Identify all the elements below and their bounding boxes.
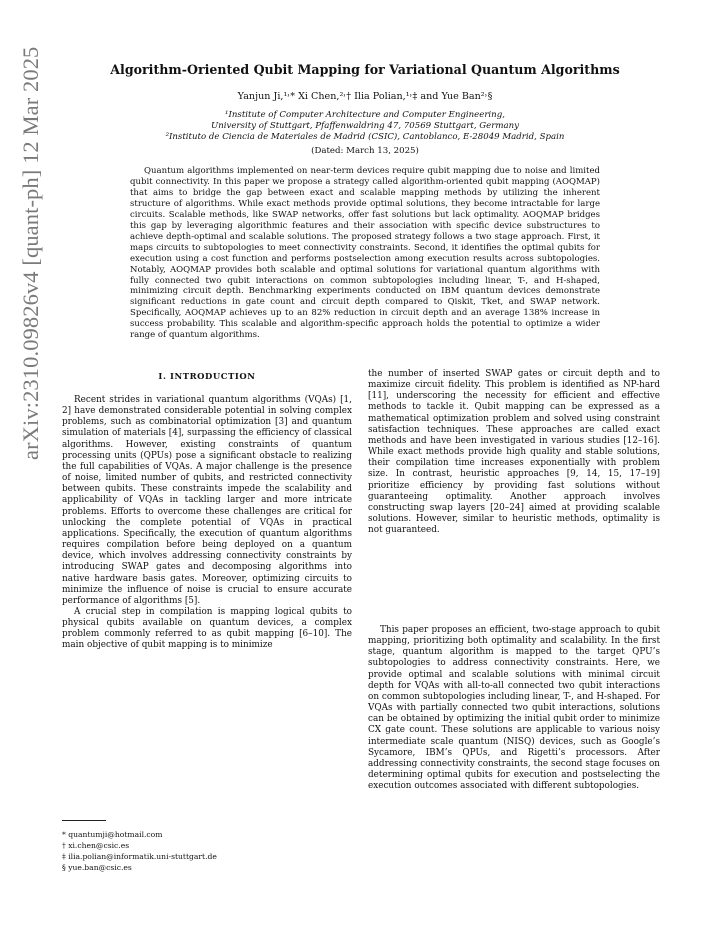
right-column-top xyxy=(368,369,660,536)
affiliation-2: ²Instituto de Ciencia de Materiales de Madrid (CSIC), Cantoblanco, E-28049 Madrid, Spain xyxy=(165,132,565,142)
footnote-email-1: * quantumji@hotmail.com xyxy=(62,830,163,839)
affiliation-1a: ¹Institute of Computer Architecture and Computer Engineering, xyxy=(225,110,505,120)
arxiv-identifier: arXiv:2310.09826v4 [quant-ph] 12 Mar 2025 xyxy=(18,46,43,460)
section-heading-introduction: I. INTRODUCTION xyxy=(158,371,256,381)
footnote-email-3: ‡ ilia.polian@informatik.uni-stuttgart.de xyxy=(62,852,217,862)
left-column xyxy=(62,395,352,652)
right-column-bottom xyxy=(368,625,660,792)
paragraph: the number of inserted SWAP gates or circuit depth and to maximize circuit fidelity. This problem is identified as NP-hard [11], underscoring the necessity for efficient and effective methods to tackle it. Qubit mapping can be expressed as a mathematical optimization problem and solved using constraint satisfaction techniques. These approaches are called exact methods and have been investigated in various studies [12–16]. While exact methods provide high quality and stable solutions, their compilation time increases exponentially with problem size. In contrast, heuristic approaches [9, 14, 15, 17–19] prioritize efficiency by providing fast solutions without guaranteeing optimality. Another approach involves constructing swap layers [20–24] aimed at providing scalable solutions. However, similar to heuristic methods, optimality is not guaranteed. xyxy=(368,369,660,536)
dated-line: (Dated: March 13, 2025) xyxy=(311,146,419,156)
footnotes xyxy=(62,829,352,873)
paper-title: Algorithm-Oriented Qubit Mapping for Variational Quantum Algorithms xyxy=(110,62,620,77)
paragraph: A crucial step in compilation is mapping logical qubits to physical qubits available on quantum devices, a complex problem commonly referred to as qubit mapping [6–10]. The main objective of qubit mapping is to minimize xyxy=(62,606,352,651)
footnote-divider xyxy=(62,820,106,821)
footnote-email-4: § yue.ban@csic.es xyxy=(62,863,132,873)
abstract: Quantum algorithms implemented on near-term devices require qubit mapping due to noise and limited qubit connectivity. In this paper we propose a strategy called algorithm-oriented qubit mapping (AOQMAP) that aims to bridge the gap between exact and scalable mapping methods by utilizing the inherent structure of algorithms. While exact methods provide optimal solutions, they become intractable for large circuits. Scalable methods, like SWAP networks, offer fast solutions but lack optimality. AOQMAP bridges this gap by leveraging algorithmic features and their association with specific device substructures to achieve depth-optimal and scalable solutions. The proposed strategy follows a two stage approach. First, it maps circuits to subtopologies to meet connectivity constraints. Second, it identifies the optimal qubits for execution using a cost function and performs postselection among execution results across subtopologies. Notably, AOQMAP provides both scalable and optimal solutions for variational quantum algorithms with fully connected two qubit interactions on common subtopologies including linear, T-, and H-shaped, minimizing circuit depth. Benchmarking experiments conducted on IBM quantum devices demonstrate significant reductions in gate count and circuit depth compared to Qiskit, Tket, and SWAP network. Specifically, AOQMAP achieves up to an 82% reduction in circuit depth and an average 138% increase in success probability. This scalable and algorithm-specific approach holds the potential to optimize a wider range of quantum algorithms. xyxy=(130,166,600,341)
author-list: Yanjun Ji,¹˒* Xi Chen,²˒† Ilia Polian,¹˒‡ and Yue Ban²˒§ xyxy=(237,91,493,102)
paragraph: Recent strides in variational quantum algorithms (VQAs) [1, 2] have demonstrated considerable potential in solving complex problems, such as combinatorial optimization [3] and quantum simulation of materials [4], surpassing the efficiency of classical algorithms. However, existing constraints of quantum processing units (QPUs) pose a significant obstacle to realizing the full capabilities of VQAs. A major challenge is the presence of noise, limited number of qubits, and restricted connectivity between qubits. These constraints impede the scalability and applicability of VQAs in tackling larger and more intricate problems. Efforts to overcome these challenges are critical for unlocking the complete potential of VQAs in practical applications. Specifically, the execution of quantum algorithms requires compilation before being deployed on a quantum device, which involves addressing connectivity constraints by introducing SWAP gates and decomposing algorithms into native hardware basis gates. Moreover, optimizing circuits to minimize the influence of noise is crucial to ensure accurate performance of algorithms [5]. xyxy=(62,395,352,606)
footnote-email-2: † xi.chen@csic.es xyxy=(62,841,130,851)
paragraph: This paper proposes an efficient, two-stage approach to qubit mapping, prioritizing both optimality and scalability. In the first stage, quantum algorithm is mapped to the target QPU’s subtopologies to address connectivity constraints. Here, we provide optimal and scalable solutions with minimal circuit depth for VQAs with all-to-all connected two qubit interactions on common subtopologies including linear, T-, and H-shaped. For VQAs with partially connected two qubit interactions, solutions can be obtained by optimizing the initial qubit order to minimize CX gate count. These solutions are applicable to various noisy intermediate scale quantum (NISQ) devices, such as Google’s Sycamore, IBM’s QPUs, and Rigetti’s processors. After addressing connectivity constraints, the second stage focuses on determining optimal qubits for execution and postselecting the execution outcomes associated with different subtopologies. xyxy=(368,625,660,792)
affiliation-1b: University of Stuttgart, Pfaffenwaldring 47, 70569 Stuttgart, Germany xyxy=(210,121,520,131)
